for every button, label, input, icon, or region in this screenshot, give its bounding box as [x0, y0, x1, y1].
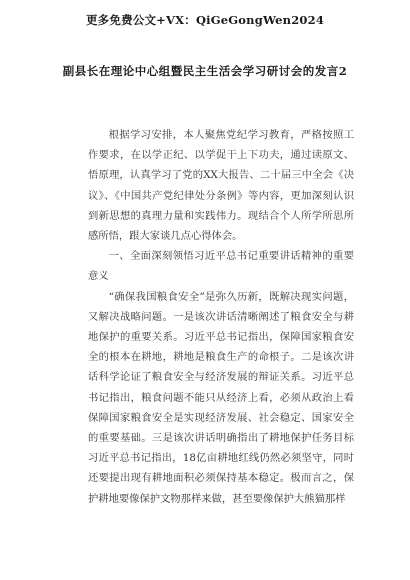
section-heading: 一、全面深刻领悟习近平总书记重要讲话精神的重要意义 — [88, 250, 354, 283]
document-title: 副县长在理论中心组暨民主生活会学习研讨会的发言2 — [62, 64, 348, 78]
paragraph-intro: 根据学习安排，本人聚焦党纪学习教育，严格按照工作要求，在以学正纪、以学促干上下功夫，通过读原文、悟原理，认真学习了党的XX大报告、二十届三中全会《决议》、《中国共产党纪律处分条例》等内容，更加深刻认识到新思想的真理力量和实践伟力。现结合个人所学所思所感所悟，跟大家谈几点心得体会。 — [88, 129, 354, 243]
paragraph-body: “确保我国粮食安全”是弥久历新，既解决现实问题，又解决战略问题。一是该次讲话清晰阐述了粮食安全与耕地保护的重要关系。习近平总书记指出，保障国家粮食安全的根本在耕地，耕地是粮食生产的命根子。二是该次讲话科学论证了粮食安全与经济发展的辩证关系。习近平总书记指出，粮食问题不能只从经济上看，必须从政治上看保障国家粮食安全是实现经济发展、社会稳定、国家安全的重要基础。三是该次讲话明确指出了耕地保护任务目标习近平总书记指出，18亿亩耕地红线仍然必须坚守，同时还要提出现有耕地面积必须保持基本稳定。极而言之，保护耕地要像保护文物那样来做，甚至要像保护大熊猫那样 — [88, 290, 354, 505]
document-body — [88, 125, 354, 509]
header-note: 更多免费公文+VX：QiGeGongWen2024 — [85, 13, 325, 27]
